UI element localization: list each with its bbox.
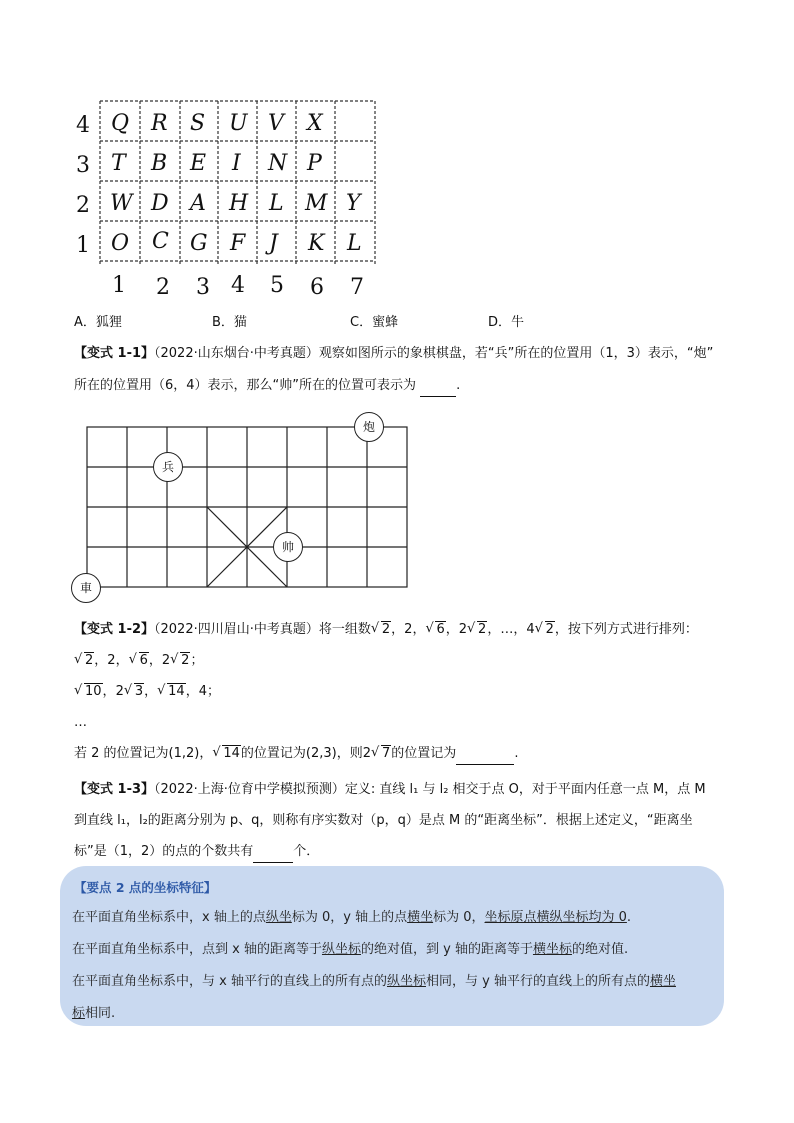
grid-cell: O [111,231,130,256]
col-label: 3 [196,275,210,300]
row-label: 2 [76,193,90,218]
question-variant-1-1 [74,344,713,397]
question-text: 的位置记为 [391,746,457,761]
grid-cell: U [229,111,248,136]
number: 2 [404,622,413,637]
letter-grid-figure [70,95,390,305]
col-label: 1 [112,273,126,298]
grid-cell: D [151,191,169,216]
key-point-line-4: 标相同. [72,1006,116,1021]
question-variant-1-3: 【变式 1-3】（2022·上海·位育中学模拟预测）定义: 直线 l₁ 与 l₂ 相交于点 O，对于平面内任意一点 M，点 M 到直线 l₁，l₂的距离分别为 p、q，则称有序实数对（p，q）是点 M 的“距离坐标”．根据上述定义，“距离坐 标”是（1，2）的点的个数共有 个． [74,780,706,863]
grid-cell: J [269,231,278,256]
grid-cell: N [268,151,288,176]
question-tag: 【变式 1-2】 [74,622,155,637]
grid-cell: I [232,151,241,176]
option-b[interactable]: B．猫 [212,315,247,330]
sequence-row-1: √ 2，2， √ 6，2 √ 2； [74,652,204,668]
question-tag: 【变式 1-3】 [74,782,155,797]
chess-piece-pao: 炮 [354,412,384,442]
grid-cell: L [347,231,362,256]
question-variant-1-2: 【变式 1-2】（2022·四川眉山·中考真题）将一组数 √ 2，2， √ 6，2 √ 2，…，4 √ 2，按下列方式进行排列： √ 2，2， √ 6，2 √ 2； √ 10，2 √ 3， √ 14，4； … 若 2 的位置记为(1,2)， √ 14的位置记为(2,3)，则2 √ 7的位置记为 . [74,620,698,765]
sqrt-expression: √ 2 [467,621,487,637]
sqrt-expression: √ 14 [212,745,240,761]
grid-cell: P [307,151,322,176]
question-text: （2022·山东烟台·中考真题）观察如图所示的象棋棋盘，若“兵”所在的位置用（1，3）表示，“炮” [154,346,714,361]
question-text: . [456,378,461,393]
answer-blank[interactable] [420,376,456,397]
key-point-line-3: 在平面直角坐标系中，与 x 轴平行的直线上的所有点的纵坐标相同，与 y 轴平行的直线上的所有点的横坐 [72,974,676,989]
grid-cell: T [111,151,126,176]
chessboard-figure [70,412,415,607]
question-text: 所在的位置用（6，4）表示，那么“帅”所在的位置可表示为 [74,378,417,393]
number: 4 [526,622,535,637]
key-point-line-1: 在平面直角坐标系中，x 轴上的点纵坐标为 0，y 轴上的点横坐标为 0，坐标原点横纵坐标均为 0. [72,910,632,925]
question-text: 的位置记为(2,3)，则 [240,746,363,761]
col-label: 5 [270,273,284,298]
grid-cell: X [307,111,323,136]
grid-cell: K [308,231,325,256]
row-label: 1 [76,233,90,258]
question-text: ，按下列方式进行排列： [554,622,698,637]
col-label: 7 [350,275,364,300]
question-tag: 【变式 1-1】 [74,346,155,361]
grid-cell: S [190,111,206,136]
chess-piece-bing: 兵 [153,452,183,482]
grid-cell: E [190,151,207,176]
grid-cell: A [190,191,206,216]
key-point-line-2: 在平面直角坐标系中，点到 x 轴的距离等于纵坐标的绝对值，到 y 轴的距离等于横坐标的绝对值. [72,942,629,957]
key-point-title: 【要点 2 点的坐标特征】 [74,880,217,895]
col-label: 4 [231,273,245,298]
grid-cell: Q [111,111,130,136]
grid-cell: W [110,191,133,216]
row-label: 3 [76,153,90,178]
grid-cell: G [190,231,208,256]
option-d[interactable]: D．牛 [488,315,525,330]
question-text: 标”是（1，2）的点的个数共有 [74,844,254,859]
sqrt-expression: √ 2 [370,621,391,637]
number: 2 [362,746,372,761]
option-a[interactable]: A．狐狸 [74,315,122,330]
sqrt-expression: √ 7 [371,745,391,761]
ellipsis: … [500,622,514,637]
chess-piece-shuai: 帅 [273,532,303,562]
sqrt-expression: √ 2 [534,621,554,637]
sequence-ellipsis: … [74,715,87,730]
chessboard-lines [70,412,415,607]
grid-cell: H [229,191,249,216]
question-text: 到直线 l₁，l₂的距离分别为 p、q，则称有序实数对（p，q）是点 M 的“距离坐标”．根据上述定义，“距离坐 [74,813,693,828]
row-label: 4 [76,113,90,138]
question-text: （2022·上海·位育中学模拟预测）定义: 直线 l₁ 与 l₂ 相交于点 O，对于平面内任意一点 M，点 M [154,782,706,797]
chess-piece-che: 車 [71,573,101,603]
question-text: 若 2 的位置记为(1,2)， [74,746,213,761]
col-label: 2 [156,275,170,300]
grid-cell: B [151,151,168,176]
col-label: 6 [310,275,324,300]
grid-cell: Y [346,191,361,216]
key-point-box [60,866,724,1026]
question-text: （2022·四川眉山·中考真题）将一组数 [154,622,371,637]
number: 2 [458,622,468,637]
grid-cell: R [151,111,168,136]
grid-cell: M [305,191,328,216]
grid-cell: L [269,191,284,216]
grid-cell: C [152,229,169,254]
sqrt-expression: √ 6 [425,621,445,637]
answer-blank[interactable] [253,842,293,863]
answer-blank[interactable] [456,744,514,765]
sequence-row-2: √ 10，2 √ 3， √ 14，4； [74,683,220,699]
option-c[interactable]: C．蜜蜂 [350,315,399,330]
grid-cell: F [230,231,246,256]
grid-cell: V [268,111,284,136]
